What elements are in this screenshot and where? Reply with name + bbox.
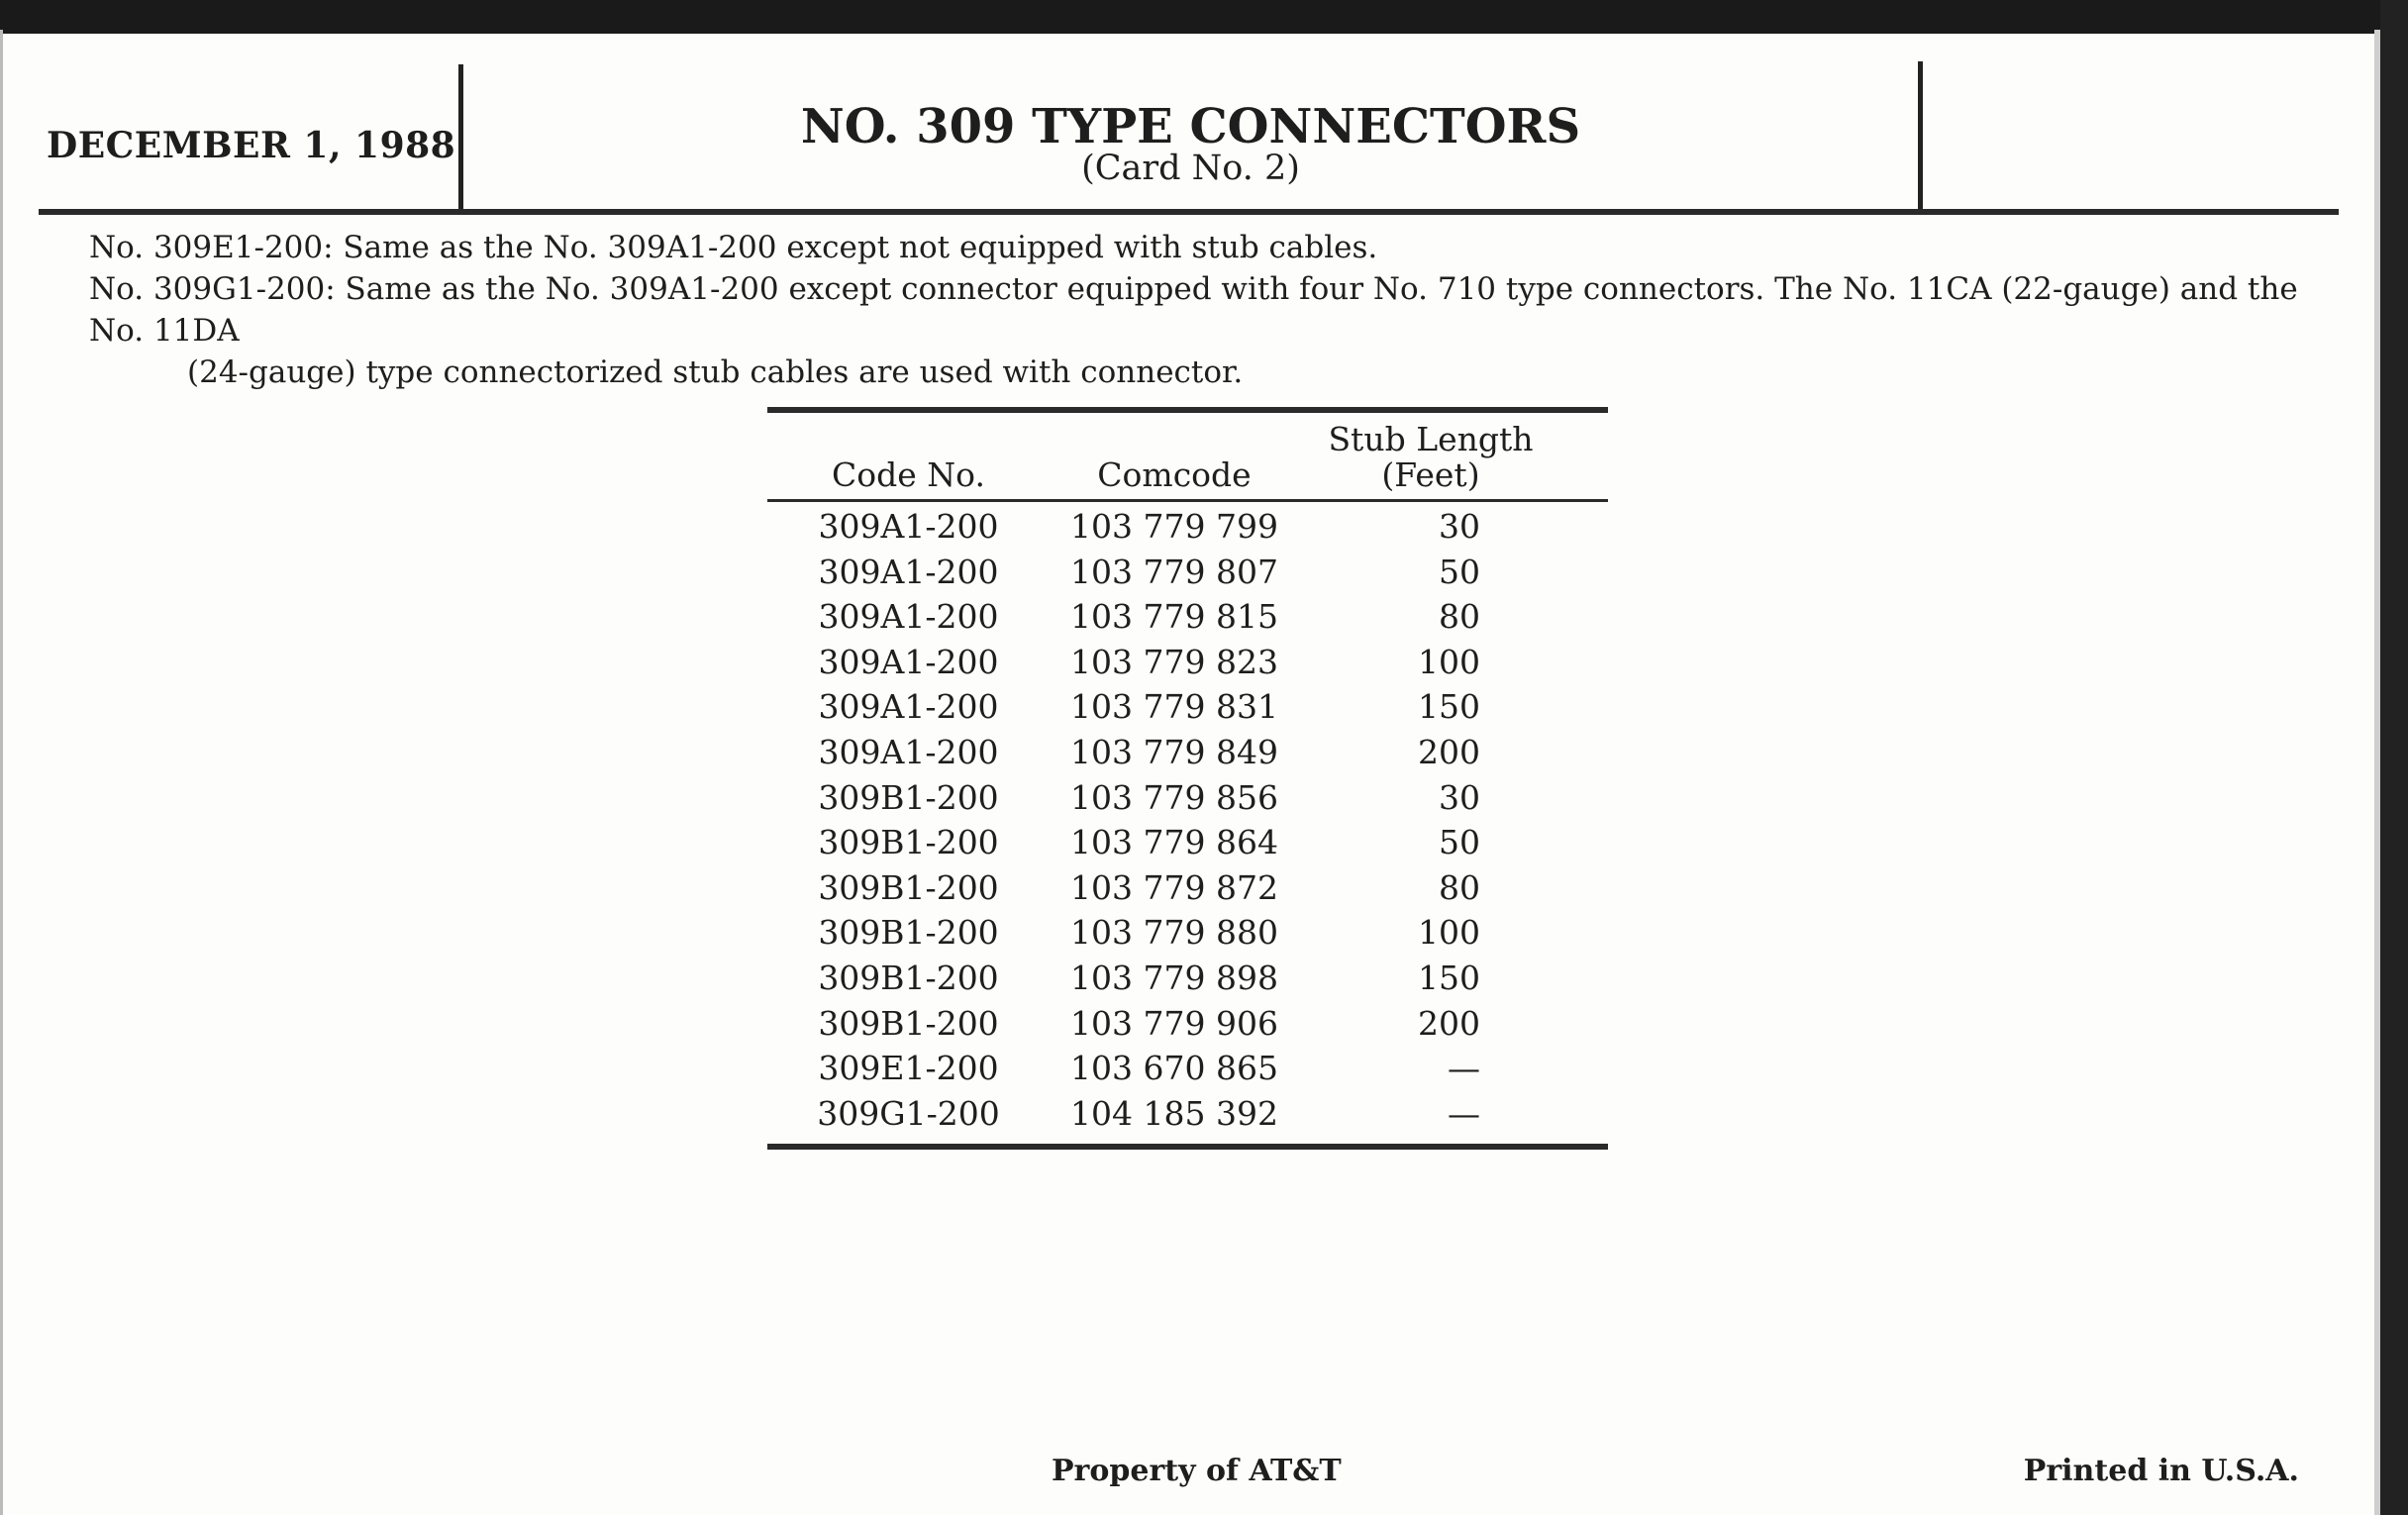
cell-code-no: 309B1-200: [818, 823, 999, 862]
scan-left-edge: [0, 30, 3, 1515]
cell-code-no: 309B1-200: [818, 913, 999, 953]
cell-comcode: 103 779 872: [1070, 867, 1278, 907]
cell-comcode: 103 670 865: [1070, 1049, 1278, 1088]
cell-code-no: 309B1-200: [818, 958, 999, 997]
cell-comcode: 103 779 906: [1070, 1003, 1278, 1043]
table-row: [767, 504, 1608, 550]
cell-stub-length: —: [1448, 1093, 1480, 1133]
cell-code-no: 309A1-200: [818, 597, 999, 637]
cell-stub-length: 100: [1418, 642, 1480, 681]
cell-code-no: 309A1-200: [818, 552, 999, 591]
cell-comcode: 103 779 831: [1070, 687, 1278, 727]
cell-stub-length: 80: [1439, 597, 1480, 637]
note-text: No. 309E1-200: Same as the No. 309A1-200 except not equipped with stub cables.: [89, 230, 1378, 265]
note-text: No. 309G1-200: Same as the No. 309A1-200 except connector equipped with four No. 710 type connectors. The No. 11CA (22-gauge) and the No. 11DA: [89, 271, 2298, 349]
table-row: [767, 865, 1608, 911]
note-text-continued: (24-gauge) type connectorized stub cables are used with connector.: [187, 354, 1244, 390]
table-body: [767, 502, 1608, 1136]
cell-code-no: 309B1-200: [818, 777, 999, 817]
table-row: [767, 1001, 1608, 1047]
cell-stub-length: 50: [1439, 823, 1480, 862]
footer-property: Property of AT&T: [1052, 1454, 1342, 1488]
header-divider-right: [1918, 61, 1923, 211]
cell-comcode: 103 779 880: [1070, 913, 1278, 953]
cell-stub-length: 30: [1439, 777, 1480, 817]
cell-comcode: 103 779 849: [1070, 732, 1278, 771]
table-row: [767, 775, 1608, 821]
cell-stub-length: 200: [1418, 1003, 1480, 1043]
header-comcode: Comcode: [1097, 455, 1252, 494]
cell-stub-length: 50: [1439, 552, 1480, 591]
cell-comcode: 104 185 392: [1070, 1093, 1278, 1133]
cell-code-no: 309A1-200: [818, 507, 999, 546]
table-row: [767, 550, 1608, 595]
cell-code-no: 309A1-200: [818, 642, 999, 681]
note-309g1: [89, 268, 2327, 393]
cell-comcode: 103 779 799: [1070, 507, 1278, 546]
cell-stub-length: 30: [1439, 507, 1480, 546]
cell-comcode: 103 779 898: [1070, 958, 1278, 997]
cell-comcode: 103 779 856: [1070, 777, 1278, 817]
header-divider-left: [458, 64, 463, 211]
table-bottom-rule: [767, 1144, 1608, 1150]
table-row: [767, 820, 1608, 865]
table-row: [767, 956, 1608, 1001]
cell-comcode: 103 779 807: [1070, 552, 1278, 591]
page-title: NO. 309 TYPE CONNECTORS: [800, 99, 1581, 154]
connector-table: [767, 407, 1608, 1150]
header-rule: [39, 209, 2339, 215]
cell-stub-length: 150: [1418, 958, 1480, 997]
cell-comcode: 103 779 864: [1070, 823, 1278, 862]
table-header: [767, 413, 1608, 499]
note-309e1: [89, 227, 2327, 268]
footer-printed: Printed in U.S.A.: [2023, 1454, 2299, 1488]
table-row: [767, 594, 1608, 640]
header-stub-unit: (Feet): [1381, 455, 1480, 494]
cell-stub-length: 150: [1418, 687, 1480, 727]
cell-stub-length: 80: [1439, 867, 1480, 907]
page-subtitle: (Card No. 2): [1081, 149, 1300, 188]
card-date: DECEMBER 1, 1988: [47, 125, 456, 166]
cell-stub-length: 200: [1418, 732, 1480, 771]
table-row: [767, 640, 1608, 685]
cell-code-no: 309A1-200: [818, 732, 999, 771]
table-row: [767, 910, 1608, 956]
cell-comcode: 103 779 815: [1070, 597, 1278, 637]
cell-stub-length: —: [1448, 1049, 1480, 1088]
header-code-no: Code No.: [832, 455, 985, 494]
table-row: [767, 1091, 1608, 1137]
cell-code-no: 309B1-200: [818, 867, 999, 907]
cell-stub-length: 100: [1418, 913, 1480, 953]
cell-code-no: 309A1-200: [818, 687, 999, 727]
header-stub-length: Stub Length: [1328, 420, 1534, 458]
table-row: [767, 1046, 1608, 1091]
scan-right-border: [2380, 0, 2408, 1515]
scan-top-border: [0, 0, 2408, 34]
table-row: [767, 684, 1608, 730]
cell-comcode: 103 779 823: [1070, 642, 1278, 681]
cell-code-no: 309B1-200: [818, 1003, 999, 1043]
cell-code-no: 309G1-200: [817, 1093, 1000, 1133]
cell-code-no: 309E1-200: [818, 1049, 999, 1088]
table-row: [767, 730, 1608, 775]
